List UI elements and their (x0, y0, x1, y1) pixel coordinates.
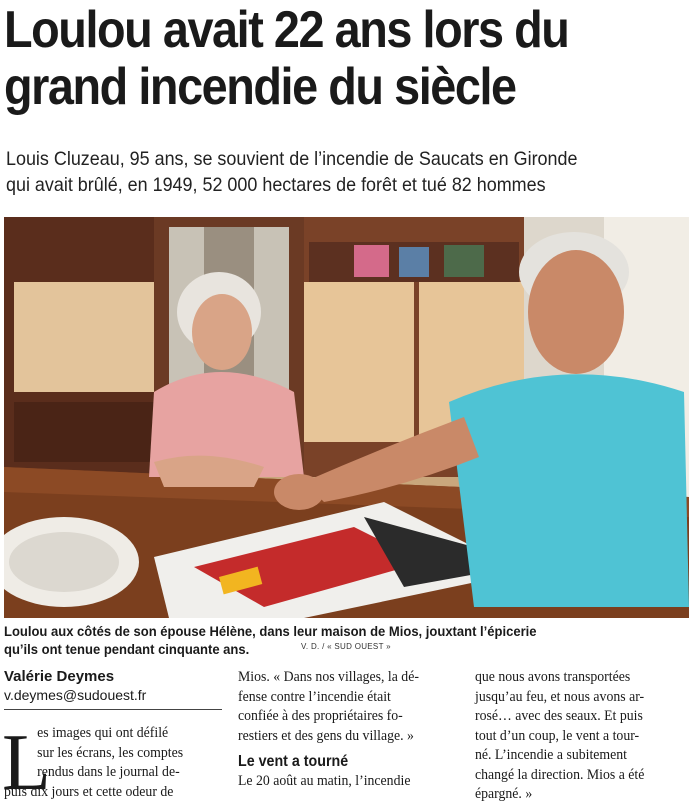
article-line: né. L’incendie a subitement (475, 747, 628, 763)
author-email[interactable]: v.deymes@sudouest.fr (4, 687, 147, 703)
author-name: Valérie Deymes (4, 668, 115, 685)
article-photo (4, 217, 689, 618)
photo-illustration (4, 217, 689, 618)
article-line: que nous avons transportées (475, 669, 631, 685)
article-column-2 (238, 668, 419, 791)
article-line: jusqu’au feu, et nous avons ar- (475, 688, 645, 705)
photo-caption-line-1: Loulou aux côtés de son épouse Hélène, dans leur maison de Mios, jouxtant l’épicerie (4, 623, 537, 639)
byline-divider (4, 709, 222, 710)
article-line: Le 20 août au matin, l’incendie (238, 772, 411, 789)
article-line: restiers et des gens du village. » (238, 727, 414, 744)
section-subheading: Le vent a tourné (238, 753, 349, 770)
article-line: sur les écrans, les comptes (37, 744, 184, 761)
headline-line-1: Loulou avait 22 ans lors du (4, 1, 569, 59)
subheadline-line-1: Louis Cluzeau, 95 ans, se souvient de l’incendie de Saucats en Gironde (6, 148, 578, 170)
photo-caption-line-2: qu’ils ont tenue pendant cinquante ans. (4, 641, 250, 657)
photo-credit: V. D. / « SUD OUEST » (301, 642, 391, 651)
subheadline-line-2: qui avait brûlé, en 1949, 52 000 hectares de forêt et tué 82 hommes (6, 174, 546, 196)
article-line: confiée à des propriétaires fo- (238, 708, 403, 724)
article-column-1 (2, 719, 184, 807)
headline (4, 2, 621, 116)
article-line: épargné. » (475, 786, 533, 802)
article-line: fense contre l’incendie était (238, 688, 391, 705)
article-line: es images qui ont défilé (37, 725, 169, 741)
subheadline (6, 146, 641, 198)
article-column-3 (475, 668, 644, 805)
article-line: puis dix jours et cette odeur de (4, 783, 174, 800)
headline-line-2: grand incendie du siècle (4, 58, 516, 116)
article-line: Mios. « Dans nos villages, la dé- (238, 669, 419, 685)
article-line: rosé… avec des seaux. Et puis (475, 708, 643, 724)
photo-caption (4, 622, 642, 658)
drop-cap: L (2, 719, 51, 807)
article-line: changé la direction. Mios a été (475, 766, 645, 783)
article-line: tout d’un coup, le vent a tour- (475, 727, 640, 744)
article-line: rendus dans le journal de- (37, 764, 180, 780)
